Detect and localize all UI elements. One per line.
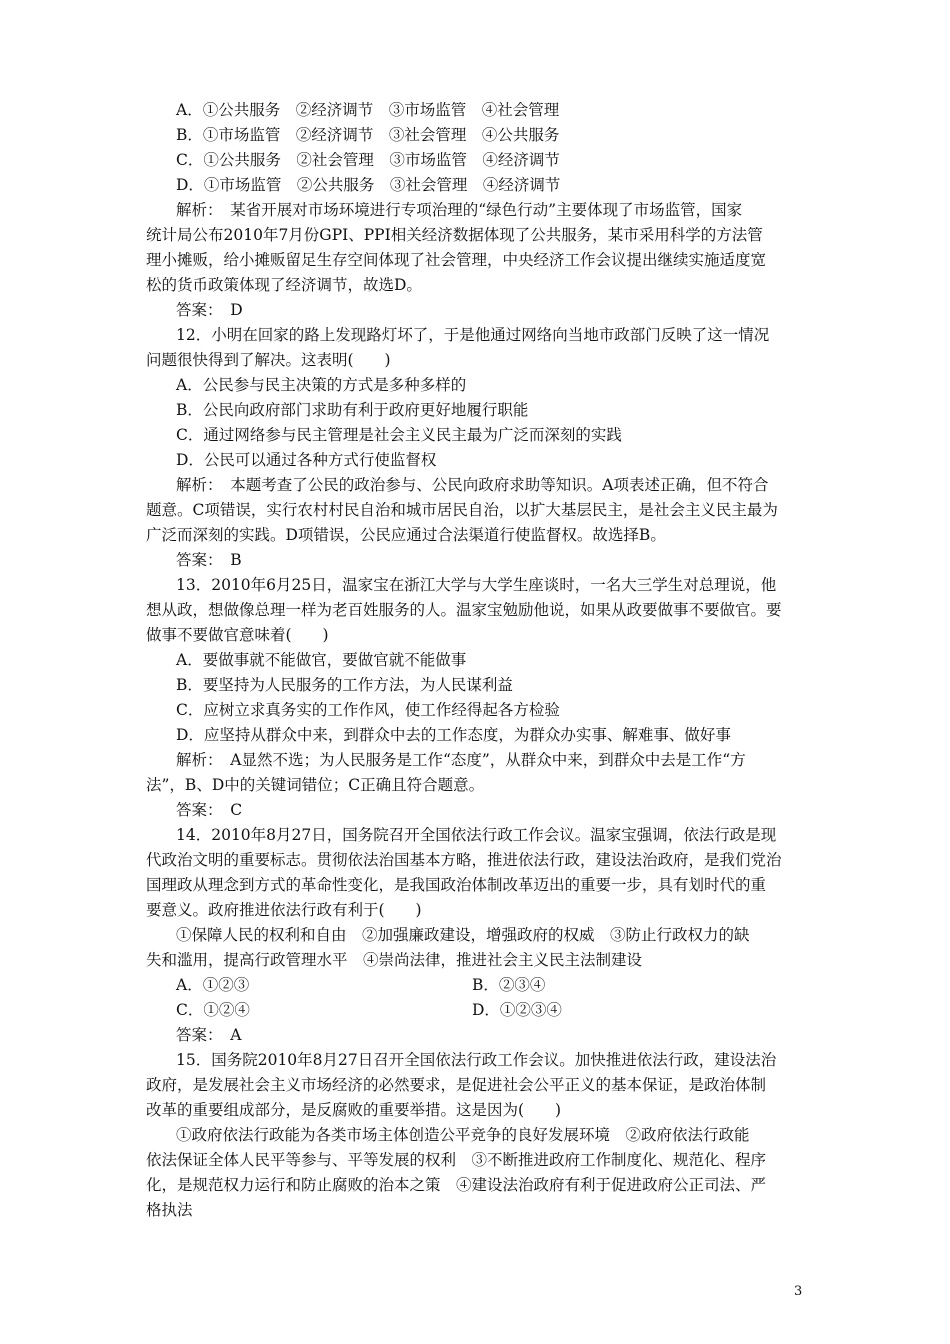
q15-items-line: 格执法 xyxy=(146,1201,193,1219)
q14-stem-line: 要意义。政府推进依法行政有利于( ) xyxy=(146,901,422,919)
q12-option-b: B．公民向政府部门求助有利于政府更好地履行职能 xyxy=(176,401,529,419)
q12-analysis-line: 广泛而深刻的实践。D项错误，公民应通过合法渠道行使监督权。故选择B。 xyxy=(146,526,666,544)
q11-option-b: B．①市场监管 ②经济调节 ③社会管理 ④公共服务 xyxy=(176,126,560,144)
q12-analysis-line: 题意。C项错误，实行农村村民自治和城市居民自治，以扩大基层民主，是社会主义民主最为 xyxy=(146,501,778,519)
q13-answer: 答案： C xyxy=(176,801,243,819)
q13-option-d: D．应坚持从群众中来，到群众中去的工作态度，为群众办实事、解难事、做好事 xyxy=(176,726,731,744)
q12-option-a: A．公民参与民主决策的方式是多种多样的 xyxy=(176,376,467,394)
q12-stem-line: 12．小明在回家的路上发现路灯坏了，于是他通过网络向当地市政部门反映了这一情况 xyxy=(176,326,770,344)
q11-analysis-line: 解析： 某省开展对市场环境进行专项治理的“绿色行动”主要体现了市场监管，国家 xyxy=(176,201,743,219)
q14-option-b: B．②③④ xyxy=(472,976,546,994)
q12-option-d: D．公民可以通过各种方式行使监督权 xyxy=(176,451,437,469)
q12-analysis-line: 解析： 本题考查了公民的政治参与、公民向政府求助等知识。A项表述正确，但不符合 xyxy=(176,476,769,494)
q11-option-c: C．①公共服务 ②社会管理 ③市场监管 ④经济调节 xyxy=(176,151,560,169)
q13-stem-line: 做事不要做官意味着( ) xyxy=(146,626,329,644)
q15-items-line: ①政府依法行政能为各类市场主体创造公平竞争的良好发展环境 ②政府依法行政能 xyxy=(176,1126,750,1144)
q14-option-c: C．①②④ xyxy=(176,1001,250,1019)
q14-stem-line: 国理政从理念到方式的革命性变化，是我国政治体制改革迈出的重要一步，具有划时代的重 xyxy=(146,876,767,894)
q13-stem-line: 想从政，想做像总理一样为老百姓服务的人。温家宝勉励他说，如果从政要做事不要做官。要 xyxy=(146,601,782,619)
q15-stem-line: 15．国务院2010年8月27日召开全国依法行政工作会议。加快推进依法行政，建设法治 xyxy=(176,1051,777,1069)
q15-stem-line: 改革的重要组成部分，是反腐败的重要举措。这是因为( ) xyxy=(146,1101,562,1119)
q11-option-a: A．①公共服务 ②经济调节 ③市场监管 ④社会管理 xyxy=(176,101,560,119)
q14-stem-line: 代政治文明的重要标志。贯彻依法治国基本方略，推进依法行政，建设法治政府，是我们党治 xyxy=(146,851,782,869)
q12-stem-line: 问题很快得到了解决。这表明( ) xyxy=(146,351,391,369)
q15-stem-line: 政府，是发展社会主义市场经济的必然要求，是促进社会公平正义的基本保证，是政治体制 xyxy=(146,1076,767,1094)
q11-analysis-line: 理小摊贩，给小摊贩留足生存空间体现了社会管理，中央经济工作会议提出继续实施适度宽 xyxy=(146,251,767,269)
q12-answer: 答案： B xyxy=(176,551,242,569)
q14-items-line: 失和滥用，提高行政管理水平 ④崇尚法律，推进社会主义民主法制建设 xyxy=(146,951,643,969)
q13-option-a: A．要做事就不能做官，要做官就不能做事 xyxy=(176,651,467,669)
q11-analysis-line: 松的货币政策体现了经济调节，故选D。 xyxy=(146,276,422,294)
q15-items-line: 化，是规范权力运行和防止腐败的治本之策 ④建设法治政府有利于促进政府公正司法、严 xyxy=(146,1176,767,1194)
q11-option-d: D．①市场监管 ②公共服务 ③社会管理 ④经济调节 xyxy=(176,176,561,194)
q11-analysis-line: 统计局公布2010年7月份GPI、PPI相关经济数据体现了公共服务，某市采用科学的方法管 xyxy=(146,226,763,244)
q13-analysis-line: 法”，B、D中的关键词错位；C正确且符合题意。 xyxy=(146,776,485,794)
q13-analysis-line: 解析： A显然不选；为人民服务是工作“态度”，从群众中来，到群众中去是工作“方 xyxy=(176,751,746,769)
q14-answer: 答案： A xyxy=(176,1026,242,1044)
page-number: 3 xyxy=(794,1284,803,1299)
q13-option-c: C．应树立求真务实的工作作风，使工作经得起各方检验 xyxy=(176,701,560,719)
q14-option-a: A．①②③ xyxy=(176,976,250,994)
q13-stem-line: 13．2010年6月25日，温家宝在浙江大学与大学生座谈时，一名大三学生对总理说，他 xyxy=(176,576,777,594)
q12-option-c: C．通过网络参与民主管理是社会主义民主最为广泛而深刻的实践 xyxy=(176,426,622,444)
q14-option-d: D．①②③④ xyxy=(472,1001,562,1019)
q15-items-line: 依法保证全体人民平等参与、平等发展的权利 ③不断推进政府工作制度化、规范化、程序 xyxy=(146,1151,767,1169)
q11-answer: 答案： D xyxy=(176,301,243,319)
q13-option-b: B．要坚持为人民服务的工作方法，为人民谋利益 xyxy=(176,676,513,694)
q14-stem-line: 14．2010年8月27日，国务院召开全国依法行政工作会议。温家宝强调，依法行政是现 xyxy=(176,826,777,844)
q14-items-line: ①保障人民的权利和自由 ②加强廉政建设，增强政府的权威 ③防止行政权力的缺 xyxy=(176,926,750,944)
